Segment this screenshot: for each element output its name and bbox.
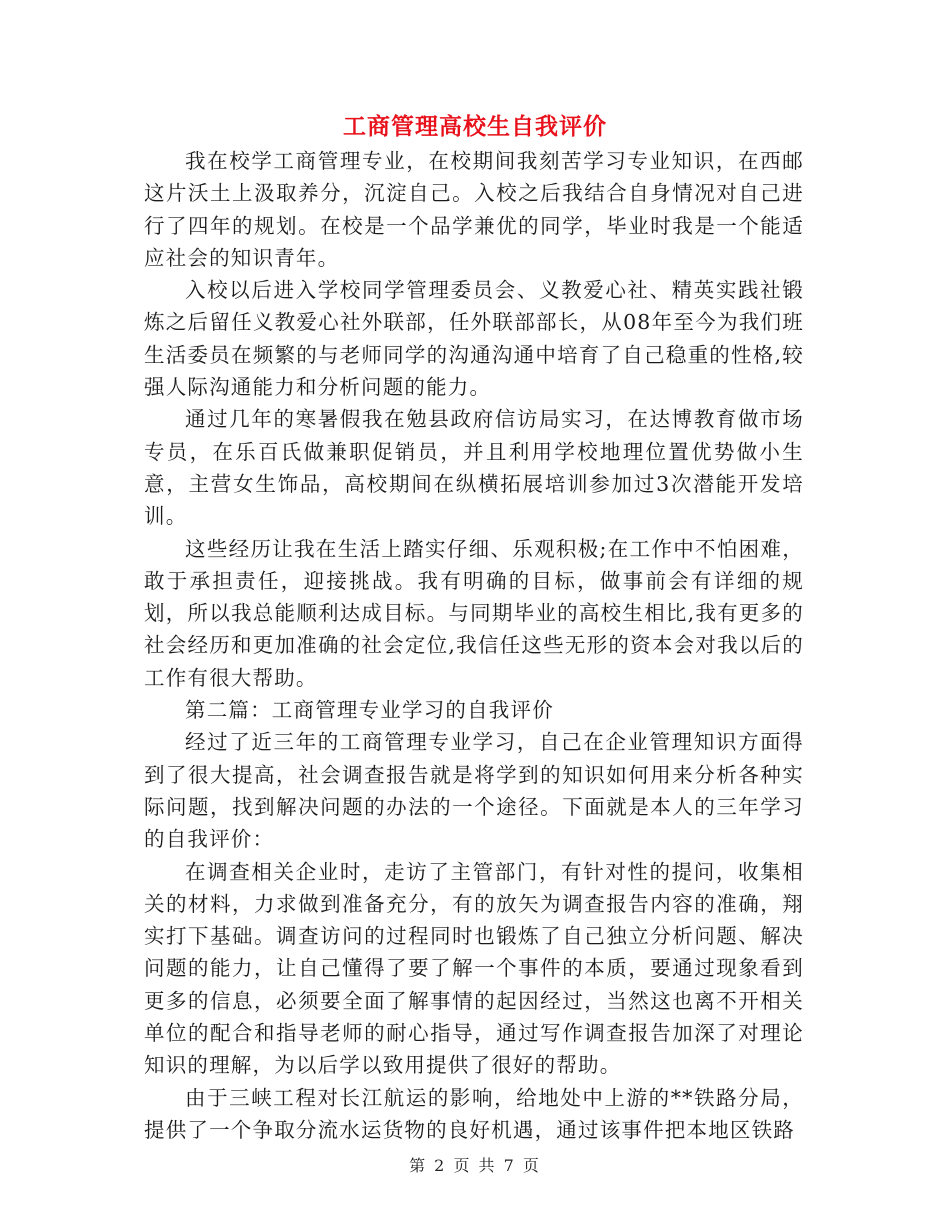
paragraph: 通过几年的寒暑假我在勉县政府信访局实习，在达博教育做市场专员，在乐百氏做兼职促销员，并且利用学校地理位置优势做小生意，主营女生饰品，高校期间在纵横拓展培训参加过3次潜能开发培训。 [144,407,804,529]
paragraph: 这些经历让我在生活上踏实仔细、乐观积极;在工作中不怕困难，敢于承担责任，迎接挑战。我有明确的目标，做事前会有详细的规划，所以我总能顺利达成目标。与同期毕业的高校生相比,我有更多的社会经历和更加准确的社会定位,我信任这些无形的资本会对我以后的工作有很大帮助。 [144,536,804,690]
paragraph: 在调查相关企业时，走访了主管部门，有针对性的提问，收集相关的材料，力求做到准备充分，有的放矢为调查报告内容的准确，翔实打下基础。调查访问的过程同时也锻炼了自己独立分析问题、解决问题的能力，让自己懂得了要了解一个事件的本质，要通过现象看到更多的信息，必须要全面了解事情的起因经过，当然这也离不开相关单位的配合和指导老师的耐心指导，通过写作调查报告加深了对理论知识的理解，为以后学以致用提供了很好的帮助。 [144,859,804,1078]
document-title: 工商管理高校生自我评价 [343,114,607,140]
paragraph: 我在校学工商管理专业，在校期间我刻苦学习专业知识，在西邮这片沃土上汲取养分，沉淀自己。入校之后我结合自身情况对自己进行了四年的规划。在校是一个品学兼优的同学，毕业时我是一个能适应社会的知识青年。 [144,149,804,270]
paragraph: 由于三峡工程对长江航运的影响，给地处中上游的**铁路分局，提供了一个争取分流水运货物的良好机遇，通过该事件把本地区铁路 [144,1085,804,1142]
section-heading: 第二篇：工商管理专业学习的自我评价 [185,698,554,723]
paragraph: 经过了近三年的工商管理专业学习，自己在企业管理知识方面得到了很大提高，社会调查报告就是将学到的知识如何用来分析各种实际问题，找到解决问题的办法的一个途径。下面就是本人的三年学习的自我评价： [144,730,804,852]
paragraph: 入校以后进入学校同学管理委员会、义教爱心社、精英实践社锻炼之后留任义教爱心社外联部，任外联部部长，从08年至今为我们班生活委员在频繁的与老师同学的沟通沟通中培育了自己稳重的性格,较强人际沟通能力和分析问题的能力。 [144,278,804,400]
page-number-footer: 第 2 页 共 7 页 [409,1156,541,1175]
document-body [144,145,804,1146]
